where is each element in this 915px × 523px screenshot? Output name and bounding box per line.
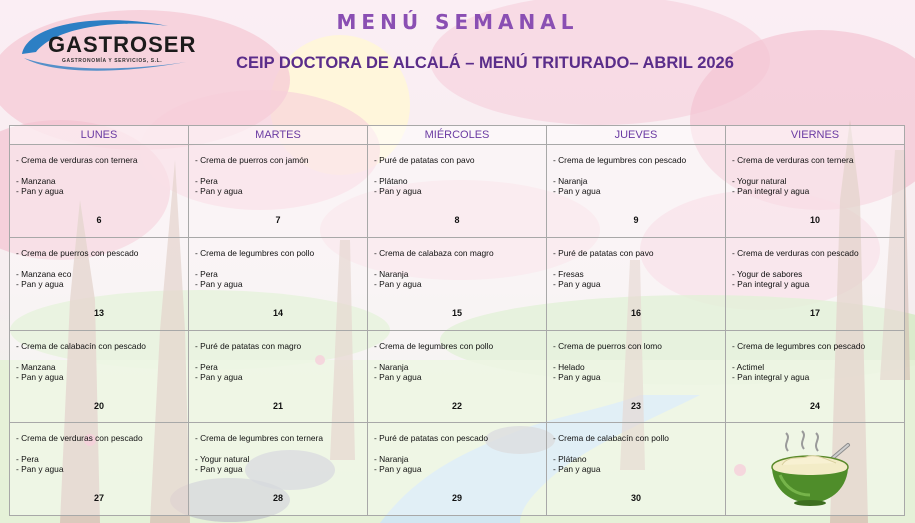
day-number: 15	[451, 307, 462, 318]
dessert: - Yogur natural	[732, 176, 787, 186]
week-row	[10, 145, 905, 238]
dessert: - Manzana	[16, 176, 56, 186]
menu-title: MENÚ SEMANAL	[336, 10, 579, 34]
weekday-header: VIERNES	[726, 126, 905, 145]
day-cell	[726, 237, 905, 330]
dessert: - Pera	[195, 361, 218, 372]
day-cell	[547, 330, 726, 423]
bread: - Pan integral y agua	[732, 371, 810, 382]
bread: - Pan y agua	[374, 464, 422, 475]
day-cell	[10, 423, 189, 516]
dessert: - Pera	[195, 268, 218, 279]
day-cell	[368, 237, 547, 330]
logo-tagline: GASTRONOMÍA Y SERVICIOS, S.L.	[62, 58, 163, 64]
day-number: 30	[630, 493, 641, 504]
dessert: - Yogur natural	[195, 454, 250, 465]
dessert: - Pera	[195, 176, 218, 186]
day-number: 27	[93, 493, 104, 504]
dish: - Crema de calabacín con pollo	[553, 433, 669, 444]
bread: - Pan y agua	[553, 371, 601, 382]
week-row	[10, 237, 905, 330]
weekday-header: MARTES	[189, 126, 368, 145]
bread: - Pan integral y agua	[732, 186, 810, 196]
dessert: - Naranja	[553, 176, 588, 186]
bread: - Pan y agua	[374, 278, 422, 289]
day-number: 28	[272, 493, 283, 504]
day-cell	[10, 330, 189, 423]
week-row	[10, 330, 905, 423]
dish: - Crema de puerros con jamón	[195, 155, 309, 165]
day-number: 17	[809, 307, 820, 318]
day-cell	[547, 145, 726, 238]
day-cell	[368, 330, 547, 423]
weekday-header: MIÉRCOLES	[368, 126, 547, 145]
dessert: - Actimel	[732, 361, 765, 372]
day-cell	[726, 145, 905, 238]
bread: - Pan y agua	[195, 371, 243, 382]
bread: - Pan y agua	[553, 464, 601, 475]
day-number: 10	[809, 215, 820, 225]
weekday-header: JUEVES	[547, 126, 726, 145]
day-number: 29	[451, 493, 462, 504]
dish: - Crema de legumbres con pollo	[374, 340, 494, 351]
puree-bowl-icon	[766, 429, 858, 509]
day-cell	[189, 237, 368, 330]
dish: - Crema de calabacín con pescado	[16, 340, 146, 351]
day-number: 24	[809, 400, 820, 411]
dish: - Puré de patatas con pavo	[553, 247, 654, 258]
day-number: 8	[454, 215, 460, 225]
dessert: - Naranja	[374, 361, 409, 372]
dessert: - Plátano	[553, 454, 587, 465]
bread: - Pan y agua	[16, 464, 64, 475]
dish: - Crema de legumbres con pescado	[553, 155, 687, 165]
day-number: 6	[96, 215, 102, 225]
day-number: 21	[272, 400, 283, 411]
decor-cell	[726, 423, 905, 516]
day-number: 22	[451, 400, 462, 411]
day-cell	[10, 145, 189, 238]
dish: - Crema de verduras con ternera	[16, 155, 138, 165]
dessert: - Yogur de sabores	[732, 268, 803, 279]
dish: - Puré de patatas con pavo	[374, 155, 475, 165]
bread: - Pan y agua	[553, 186, 601, 196]
dessert: - Naranja	[374, 454, 409, 465]
dish: - Crema de legumbres con ternera	[195, 433, 324, 444]
bread: - Pan y agua	[553, 278, 601, 289]
page-subtitle: CEIP DOCTORA DE ALCALÁ – MENÚ TRITURADO– ABRIL 2026	[236, 54, 734, 72]
dish: - Crema de puerros con pescado	[16, 247, 139, 258]
day-cell	[368, 423, 547, 516]
dessert: - Naranja	[374, 268, 409, 279]
dish: - Puré de patatas con pescado	[374, 433, 489, 444]
dish: - Puré de patatas con magro	[195, 340, 302, 351]
dish: - Crema de verduras con ternera	[732, 155, 854, 165]
dessert: - Plátano	[374, 176, 408, 186]
day-cell	[726, 330, 905, 423]
dessert: - Pera	[16, 454, 39, 465]
day-cell	[189, 330, 368, 423]
dessert: - Fresas	[553, 268, 584, 279]
bread: - Pan y agua	[16, 278, 64, 289]
bread: - Pan integral y agua	[732, 278, 810, 289]
menu-calendar	[9, 125, 905, 516]
dish: - Crema de calabaza con magro	[374, 247, 494, 258]
bread: - Pan y agua	[374, 371, 422, 382]
day-number: 23	[630, 400, 641, 411]
dish: - Crema de verduras con pescado	[16, 433, 143, 444]
dessert: - Helado	[553, 361, 585, 372]
day-cell	[189, 423, 368, 516]
day-cell	[368, 145, 547, 238]
day-number: 14	[272, 307, 283, 318]
bread: - Pan y agua	[16, 186, 64, 196]
day-cell	[547, 423, 726, 516]
bread: - Pan y agua	[195, 186, 243, 196]
day-cell	[189, 145, 368, 238]
day-cell	[547, 237, 726, 330]
day-number: 9	[633, 215, 639, 225]
day-number: 7	[275, 215, 281, 225]
weekday-header: LUNES	[10, 126, 189, 145]
dish: - Crema de legumbres con pescado	[732, 340, 866, 351]
bread: - Pan y agua	[374, 186, 422, 196]
dish: - Crema de puerros con lomo	[553, 340, 662, 351]
dessert: - Manzana eco	[16, 268, 72, 279]
bread: - Pan y agua	[195, 278, 243, 289]
day-number: 13	[93, 307, 104, 318]
bread: - Pan y agua	[16, 371, 64, 382]
day-cell	[10, 237, 189, 330]
day-number: 16	[630, 307, 641, 318]
dish: - Crema de legumbres con pollo	[195, 247, 315, 258]
logo-name: GASTROSER	[48, 32, 197, 57]
dessert: - Manzana	[16, 361, 56, 372]
weekday-header-row	[10, 126, 905, 145]
bread: - Pan y agua	[195, 464, 243, 475]
week-row	[10, 423, 905, 516]
day-number: 20	[93, 400, 104, 411]
dish: - Crema de verduras con pescado	[732, 247, 859, 258]
